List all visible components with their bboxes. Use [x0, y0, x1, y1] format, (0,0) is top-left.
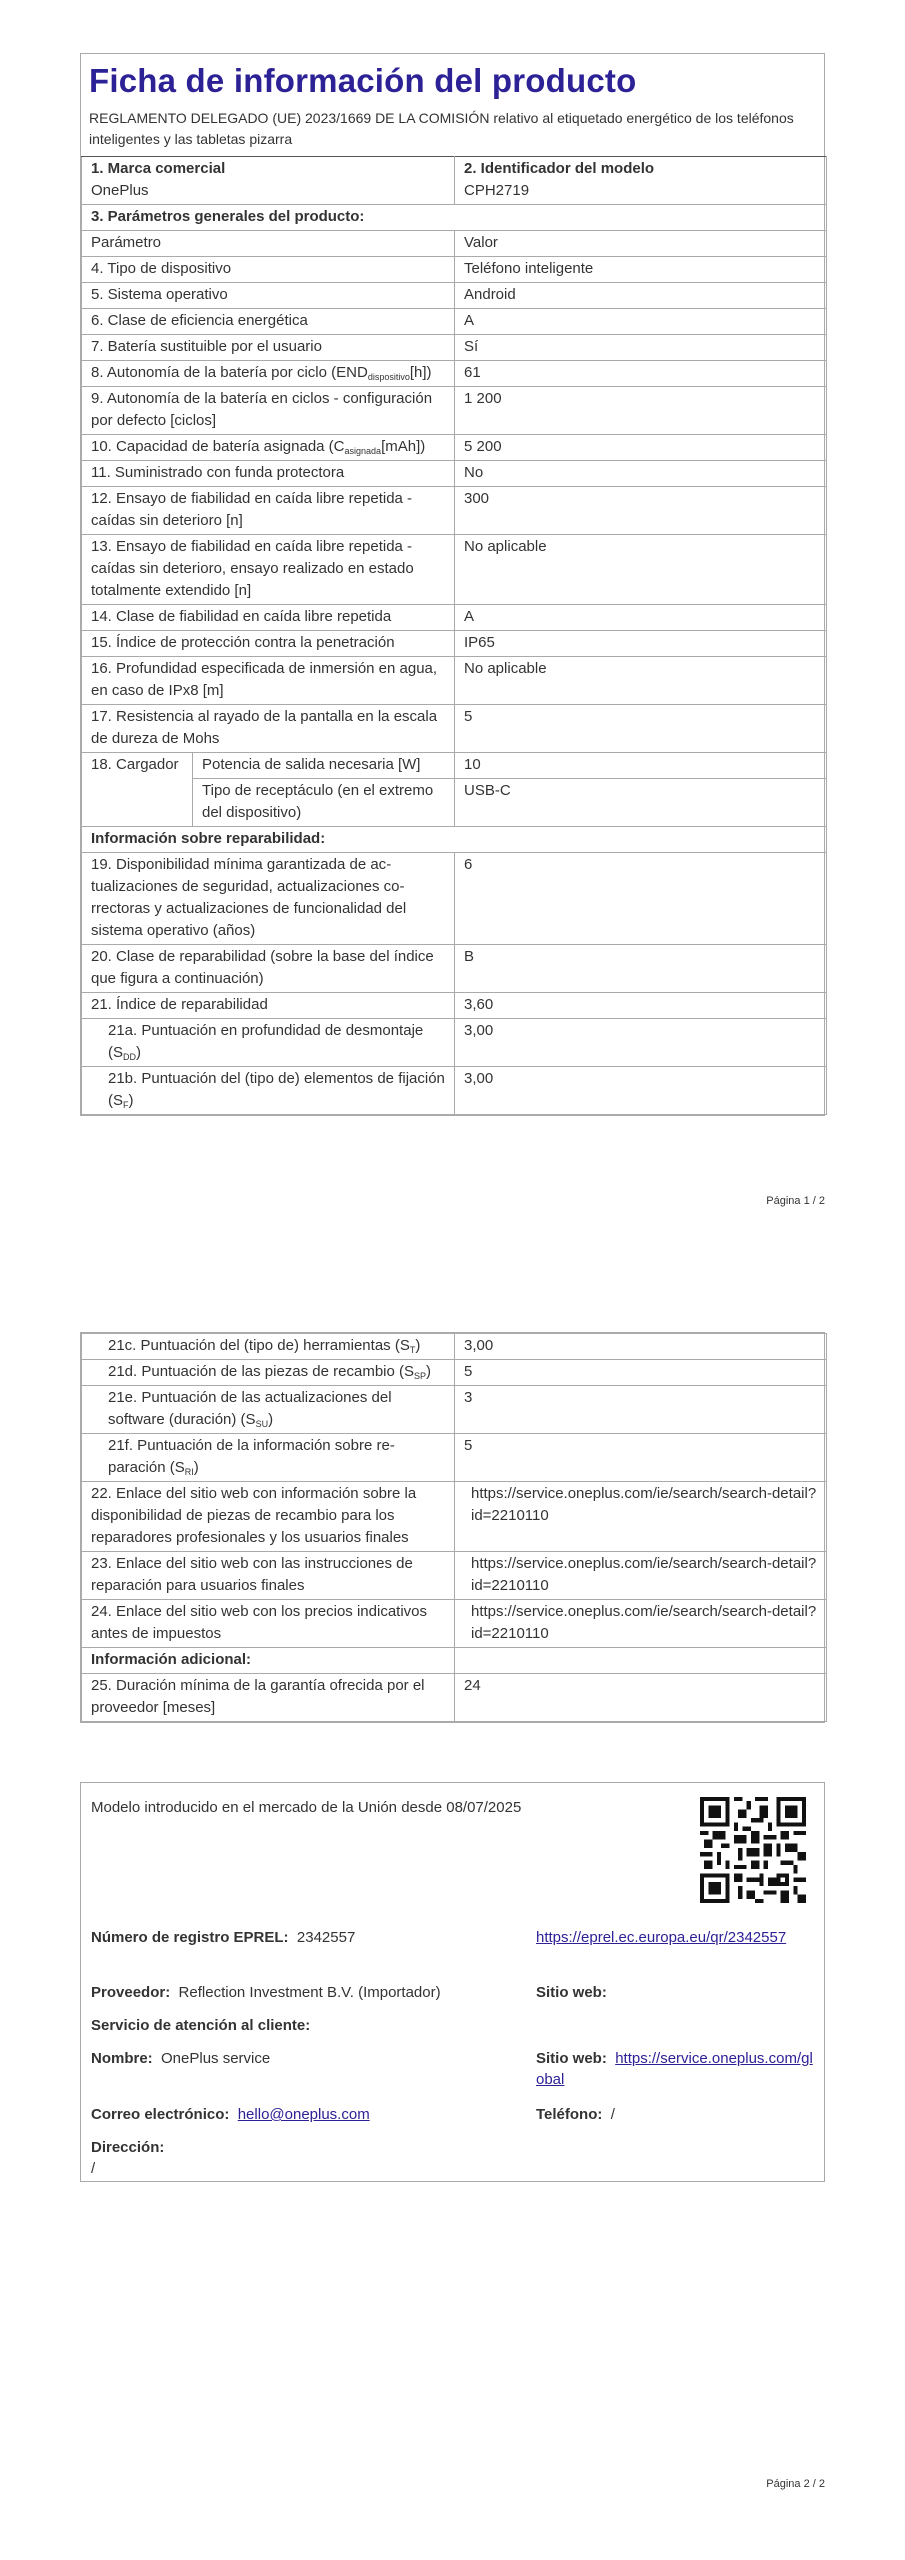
row-value: No	[455, 461, 827, 487]
table-row	[82, 387, 827, 435]
eprel-label: Número de registro EPREL:	[91, 1929, 289, 1946]
row-label: 5. Sistema operativo	[82, 283, 455, 309]
table-row	[82, 487, 827, 535]
table-row	[82, 1434, 827, 1482]
param-header-value: Valor	[455, 231, 827, 257]
product-info-table	[81, 156, 827, 1115]
row-value: IP65	[455, 631, 827, 657]
row-label	[82, 1386, 455, 1434]
brand-cell	[82, 157, 455, 205]
row-value: 5 200	[455, 435, 827, 461]
table-row	[82, 1600, 827, 1648]
row-value-link: https://service.oneplus.com/ie/search/search-detail?id=2210110	[455, 1600, 827, 1648]
label-text: 21d. Puntuación de las piezas de recambio (S	[108, 1363, 415, 1380]
row-label: 22. Enlace del sitio web con información sobre la disponibilidad de piezas de recambio para los reparadores profesionales y los usuarios finales	[82, 1482, 455, 1552]
row-label	[82, 1434, 455, 1482]
section-general-heading: 3. Parámetros generales del producto:	[82, 205, 827, 231]
page-title: Ficha de información del producto	[89, 62, 637, 99]
table-row	[82, 361, 827, 387]
customer-service-heading: Servicio de atención al cliente:	[91, 2017, 311, 2034]
table-row	[82, 257, 827, 283]
phone-label: Teléfono:	[536, 2106, 603, 2123]
supplier-label: Proveedor:	[91, 1984, 171, 2001]
label-subscript: asignada	[344, 446, 382, 456]
table-row	[82, 705, 827, 753]
row-value: A	[455, 605, 827, 631]
row-label: 12. Ensayo de fiabilidad en caída libre repetida - caídas sin deterioro [n]	[82, 487, 455, 535]
row-label: 4. Tipo de dispositivo	[82, 257, 455, 283]
row-value: 6	[455, 853, 827, 945]
charger-row-power	[82, 753, 827, 779]
row-value: B	[455, 945, 827, 993]
row-value: Teléfono inteligente	[455, 257, 827, 283]
row-label	[82, 1019, 455, 1067]
supplier-info-box	[80, 1782, 825, 2182]
charger-label: 18. Cargador	[82, 753, 193, 827]
table-row	[82, 335, 827, 361]
param-header-row	[82, 231, 827, 257]
model-value: CPH2719	[464, 182, 530, 199]
table-row	[82, 853, 827, 945]
service-website-row	[536, 2048, 816, 2090]
label-subscript: T	[409, 1345, 416, 1355]
phone-value: /	[610, 2106, 615, 2123]
table-row	[82, 1360, 827, 1386]
eprel-link[interactable]: https://eprel.ec.europa.eu/qr/2342557	[536, 1929, 787, 1946]
section-additional-heading: Información adicional:	[82, 1648, 455, 1674]
row-value: 3,00	[455, 1019, 827, 1067]
table-row	[82, 1019, 827, 1067]
row-label: 24. Enlace del sitio web con los precios indicativos antes de impuestos	[82, 1600, 455, 1648]
qr-code-icon	[700, 1797, 806, 1903]
label-text: 8. Autonomía de la batería por ciclo (END	[91, 364, 368, 381]
table-row	[82, 605, 827, 631]
table-row	[82, 283, 827, 309]
email-link[interactable]: hello@oneplus.com	[237, 2106, 370, 2123]
brand-model-row	[82, 157, 827, 205]
row-label: 9. Autonomía de la batería en ciclos - configuración por defecto [ciclos]	[82, 387, 455, 435]
label-text: )	[268, 1411, 274, 1428]
market-date-text: Modelo introducido en el mercado de la Unión desde 08/07/2025	[91, 1799, 522, 1816]
charger-power-value: 10	[455, 753, 827, 779]
table-row	[82, 535, 827, 605]
supplier-website-label: Sitio web:	[536, 1984, 607, 2001]
service-website-link[interactable]: https://service.oneplus.com/global	[536, 2050, 813, 2088]
empty-cell	[455, 1648, 827, 1674]
section-repair-heading: Información sobre reparabilidad:	[82, 827, 827, 853]
label-text: )	[128, 1092, 134, 1109]
row-value: 24	[455, 1674, 827, 1722]
row-value: A	[455, 309, 827, 335]
section-repair-row	[82, 827, 827, 853]
table-row	[82, 945, 827, 993]
row-value-link: https://service.oneplus.com/ie/search/search-detail?id=2210110	[455, 1482, 827, 1552]
row-label	[82, 361, 455, 387]
row-value: Sí	[455, 335, 827, 361]
label-text: )	[426, 1363, 432, 1380]
label-text: )	[193, 1459, 199, 1476]
table-row	[82, 657, 827, 705]
table-row	[82, 993, 827, 1019]
row-label: 14. Clase de fiabilidad en caída libre repetida	[82, 605, 455, 631]
label-subscript: DD	[123, 1052, 136, 1062]
label-text: )	[415, 1337, 421, 1354]
label-text: 21f. Puntuación de la información sobre reparación (S	[108, 1437, 395, 1476]
address-value: /	[91, 2160, 96, 2177]
table-row	[82, 1674, 827, 1722]
row-value: Android	[455, 283, 827, 309]
label-subscript: F	[123, 1100, 129, 1110]
label-text: 21e. Puntuación de las actualizaciones del software (duración) (S	[108, 1389, 392, 1428]
table-row	[82, 631, 827, 657]
table-row	[82, 1067, 827, 1115]
param-header-label: Parámetro	[82, 231, 455, 257]
row-label: 16. Profundidad especificada de inmersión en agua, en caso de IPx8 [m]	[82, 657, 455, 705]
label-text: [mAh])	[381, 438, 426, 455]
label-subscript: SP	[414, 1371, 427, 1381]
product-sheet-page-1	[80, 53, 825, 1116]
address-label: Dirección:	[91, 2139, 165, 2156]
page-2	[0, 1280, 905, 2560]
table-row	[82, 1482, 827, 1552]
service-name-value: OnePlus service	[161, 2050, 271, 2067]
model-cell	[455, 157, 827, 205]
service-name-label: Nombre:	[91, 2050, 153, 2067]
row-label	[82, 1067, 455, 1115]
label-text: 21c. Puntuación del (tipo de) herramientas (S	[108, 1337, 410, 1354]
row-label	[82, 435, 455, 461]
row-value: 5	[455, 1360, 827, 1386]
label-subscript: SU	[255, 1419, 269, 1429]
row-value: 300	[455, 487, 827, 535]
eprel-number: 2342557	[296, 1929, 356, 1946]
model-label: 2. Identificador del modelo	[464, 160, 655, 177]
row-value: 3,60	[455, 993, 827, 1019]
eprel-row	[91, 1927, 355, 1948]
row-label: 11. Suministrado con funda protectora	[82, 461, 455, 487]
service-name-row	[91, 2048, 270, 2069]
charger-row-receptacle	[82, 779, 827, 827]
table-row	[82, 1334, 827, 1360]
row-label	[82, 1360, 455, 1386]
label-text: 21b. Puntuación del (tipo de) elementos de fijación (S	[108, 1070, 445, 1109]
row-value: 3,00	[455, 1067, 827, 1115]
row-value: 3,00	[455, 1334, 827, 1360]
row-label: 21. Índice de reparabilidad	[82, 993, 455, 1019]
charger-power-label: Potencia de salida necesaria [W]	[193, 753, 455, 779]
product-sheet-page-2	[80, 1332, 825, 1723]
row-value: 3	[455, 1386, 827, 1434]
row-value: No aplicable	[455, 657, 827, 705]
row-label: 15. Índice de protección contra la penetración	[82, 631, 455, 657]
table-row	[82, 461, 827, 487]
charger-receptacle-label: Tipo de receptáculo (en el extremo del dispositivo)	[193, 779, 455, 827]
row-value: 5	[455, 1434, 827, 1482]
table-row	[82, 1386, 827, 1434]
table-row	[82, 309, 827, 335]
row-value: No aplicable	[455, 535, 827, 605]
row-label: 20. Clase de reparabilidad (sobre la base del índice que figura a continuación)	[82, 945, 455, 993]
supplier-row	[91, 1982, 441, 2003]
product-info-table-continued	[81, 1333, 827, 1722]
page-1	[0, 0, 905, 1260]
row-value: 61	[455, 361, 827, 387]
row-value: 1 200	[455, 387, 827, 435]
row-label: 7. Batería sustituible por el usuario	[82, 335, 455, 361]
section-general-row	[82, 205, 827, 231]
page-number: Página 1 / 2	[766, 1195, 825, 1207]
row-label: 19. Disponibilidad mínima garantizada de actualizaciones de seguridad, actualizaciones correctoras y actualizaciones de funcionalidad del sistema operativo (años)	[82, 853, 455, 945]
supplier-value: Reflection Investment B.V. (Importador)	[178, 1984, 441, 2001]
label-subscript: RI	[184, 1467, 194, 1477]
label-text: 10. Capacidad de batería asignada (C	[91, 438, 345, 455]
row-label: 6. Clase de eficiencia energética	[82, 309, 455, 335]
row-value: 5	[455, 705, 827, 753]
row-label	[82, 1334, 455, 1360]
section-additional-row	[82, 1648, 827, 1674]
label-text: )	[136, 1044, 141, 1061]
email-row	[91, 2104, 370, 2125]
row-value-link: https://service.oneplus.com/ie/search/search-detail?id=2210110	[455, 1552, 827, 1600]
label-text: 21a. Puntuación en profundidad de desmontaje (S	[108, 1022, 424, 1061]
service-website-label: Sitio web:	[536, 2050, 607, 2067]
row-label: 23. Enlace del sitio web con las instrucciones de reparación para usuarios finales	[82, 1552, 455, 1600]
brand-label: 1. Marca comercial	[91, 160, 226, 177]
label-subscript: dispositivo	[367, 372, 410, 382]
charger-receptacle-value: USB-C	[455, 779, 827, 827]
table-row	[82, 1552, 827, 1600]
table-row	[82, 435, 827, 461]
row-label: 25. Duración mínima de la garantía ofrecida por el proveedor [meses]	[82, 1674, 455, 1722]
row-label: 13. Ensayo de fiabilidad en caída libre repetida - caídas sin deterioro, ensayo realizado en estado totalmente extendido [n]	[82, 535, 455, 605]
row-label: 17. Resistencia al rayado de la pantalla en la escala de dureza de Mohs	[82, 705, 455, 753]
email-label: Correo electrónico:	[91, 2106, 230, 2123]
phone-row	[536, 2104, 615, 2125]
label-text: [h])	[409, 364, 432, 381]
regulation-subtitle: REGLAMENTO DELEGADO (UE) 2023/1669 DE LA COMISIÓN relativo al etiquetado energético de los teléfonos inteligentes y las tabletas pizarra	[89, 110, 794, 147]
page-number: Página 2 / 2	[766, 2478, 825, 2490]
brand-value: OnePlus	[91, 182, 149, 199]
title-block	[81, 54, 824, 156]
